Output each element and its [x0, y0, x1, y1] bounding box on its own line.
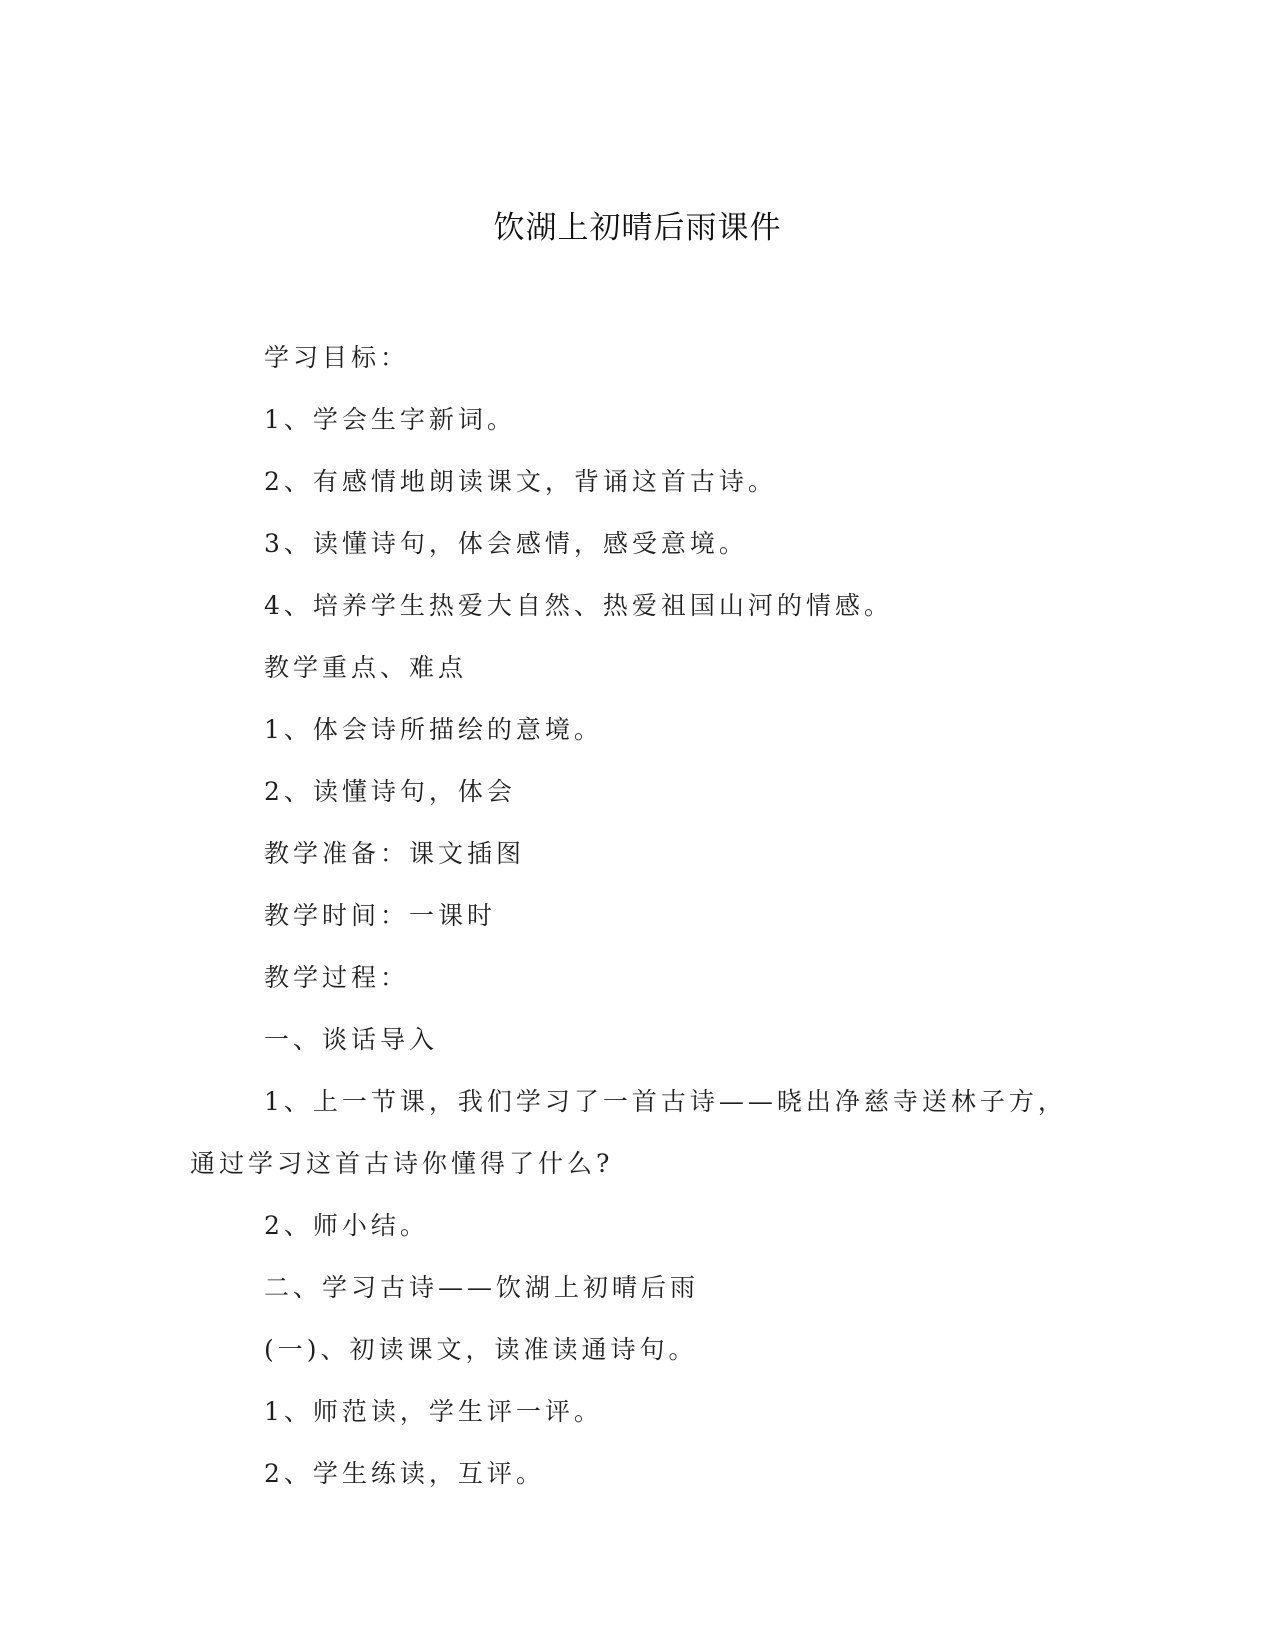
paragraph-section-1-item-1-cont: 通过学习这首古诗你懂得了什么?: [190, 1149, 614, 1178]
paragraph-section-2-item-2: 2、学生练读，互评。: [264, 1459, 545, 1488]
document-body: [190, 327, 1070, 1505]
paragraph-goal-2: 2、有感情地朗读课文，背诵这首古诗。: [264, 467, 777, 496]
paragraph-preparation: 教学准备：课文插图: [264, 839, 526, 868]
paragraph-goal-1: 1、学会生字新词。: [264, 405, 516, 434]
paragraph-key-point-2: 2、读懂诗句，体会: [264, 777, 516, 806]
paragraph-section-2: 二、学习古诗——饮湖上初晴后雨: [264, 1273, 700, 1302]
paragraph-goal-3: 3、读懂诗句，体会感情，感受意境。: [264, 529, 748, 558]
paragraph-key-points-heading: 教学重点、难点: [264, 653, 468, 682]
document-title: 饮湖上初晴后雨课件: [493, 210, 782, 246]
paragraph-section-1: 一、谈话导入: [264, 1025, 439, 1054]
paragraph-section-2-sub-1: (一)、初读课文，读准读通诗句。: [264, 1335, 698, 1364]
paragraph-duration: 教学时间：一课时: [264, 901, 497, 930]
paragraph-section-2-item-1: 1、师范读，学生评一评。: [264, 1397, 603, 1426]
paragraph-learning-goals-heading: 学习目标：: [264, 343, 410, 372]
paragraph-section-1-item-1: 1、上一节课，我们学习了一首古诗——晓出净慈寺送林子方，: [264, 1087, 1067, 1116]
paragraph-process-heading: 教学过程：: [264, 963, 410, 992]
paragraph-goal-4: 4、培养学生热爱大自然、热爱祖国山河的情感。: [264, 591, 893, 620]
paragraph-section-1-item-2: 2、师小结。: [264, 1211, 429, 1240]
paragraph-key-point-1: 1、体会诗所描绘的意境。: [264, 715, 603, 744]
